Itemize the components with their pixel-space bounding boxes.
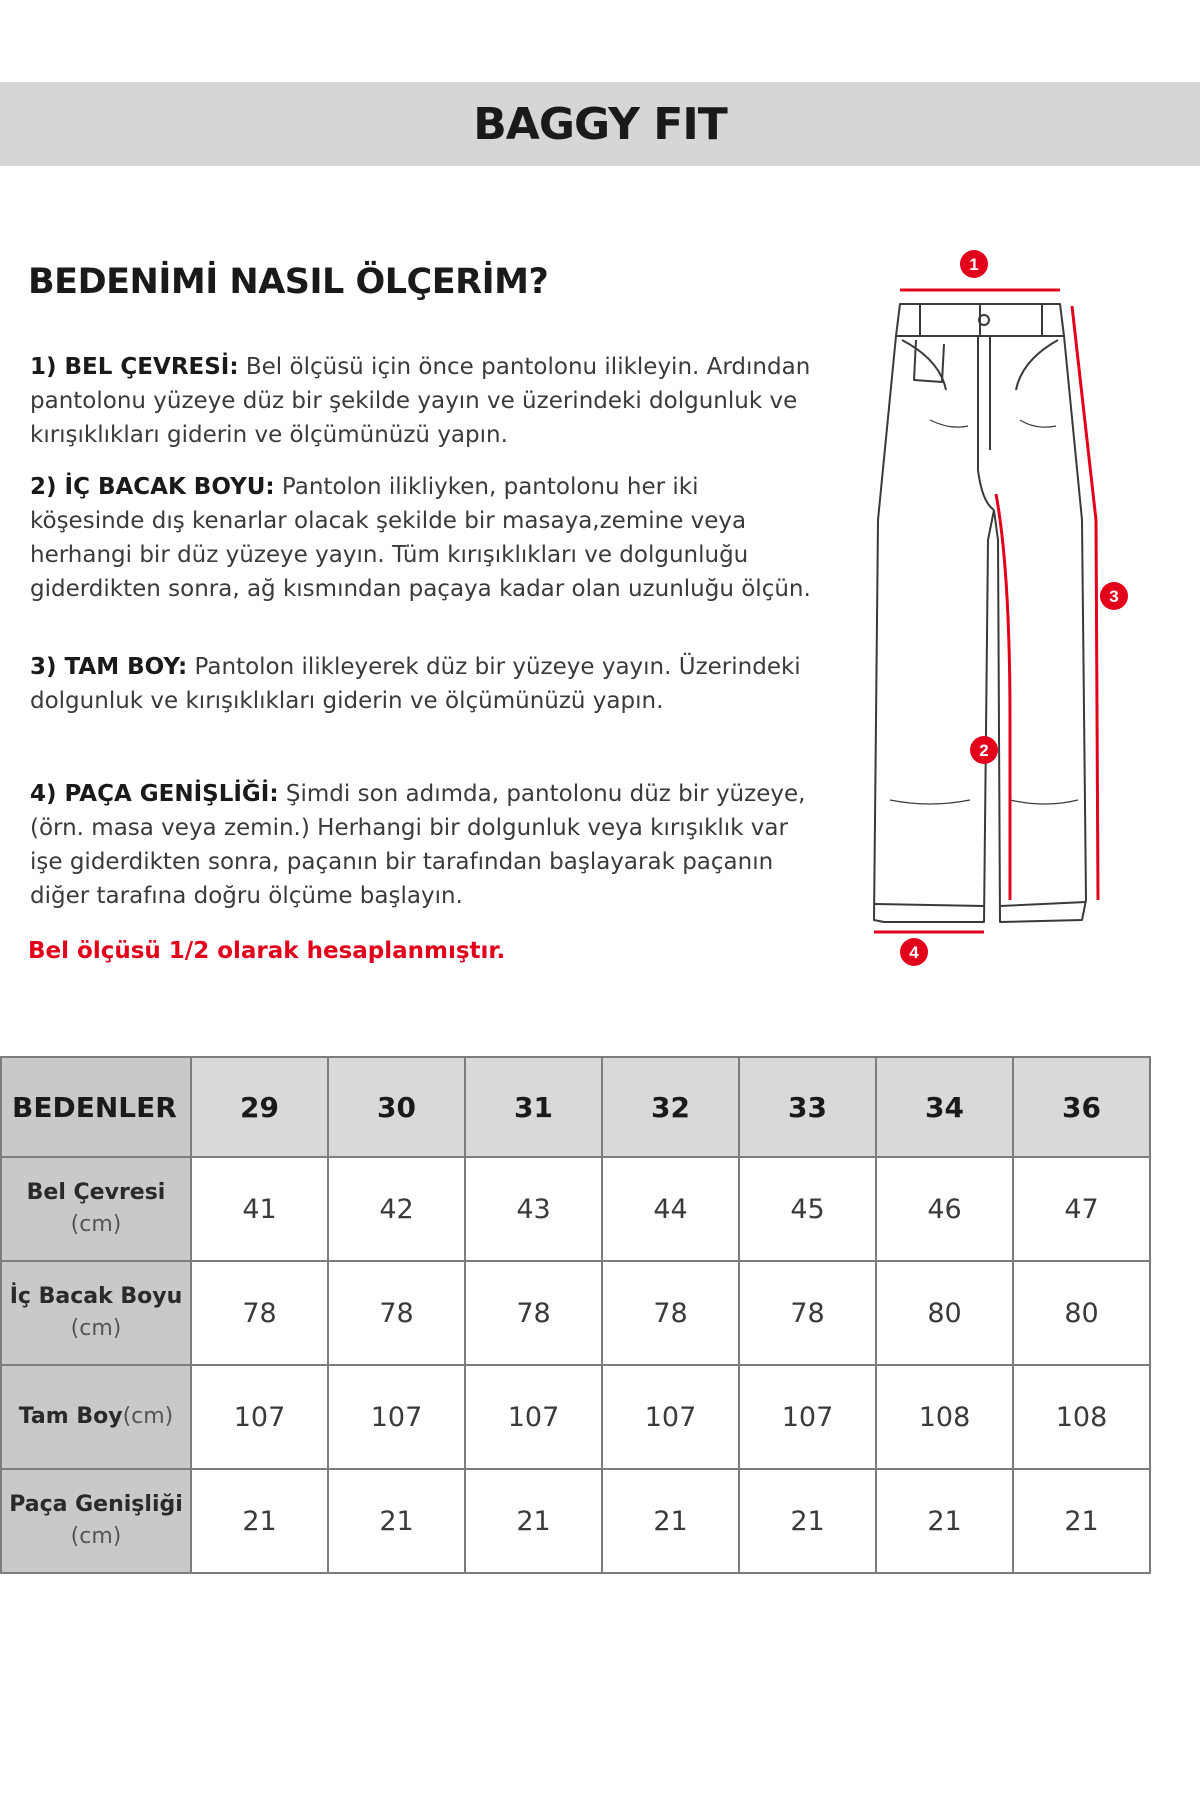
table-cell: 44 xyxy=(602,1157,739,1261)
step-total-length xyxy=(30,650,820,718)
size-header-row xyxy=(1,1057,1150,1157)
table-cell: 108 xyxy=(1013,1365,1150,1469)
pants-outline-icon xyxy=(874,304,1086,922)
marker-3-icon xyxy=(1100,582,1128,610)
page-title: BAGGY FIT xyxy=(473,98,727,150)
step-waist xyxy=(30,350,820,452)
table-cell: 80 xyxy=(1013,1261,1150,1365)
header-banner xyxy=(0,82,1200,166)
marker-label: 4 xyxy=(909,943,919,962)
table-cell: 21 xyxy=(1013,1469,1150,1573)
table-cell: 47 xyxy=(1013,1157,1150,1261)
marker-2-icon xyxy=(970,736,998,764)
row-unit: (cm) xyxy=(70,1316,122,1341)
row-label xyxy=(1,1365,191,1469)
table-cell: 21 xyxy=(876,1469,1013,1573)
marker-label: 1 xyxy=(969,255,979,274)
size-36: 36 xyxy=(1013,1057,1150,1157)
size-header-label: BEDENLER xyxy=(1,1057,191,1157)
row-unit: (cm) xyxy=(122,1404,174,1429)
size-34: 34 xyxy=(876,1057,1013,1157)
table-cell: 107 xyxy=(602,1365,739,1469)
row-label xyxy=(1,1261,191,1365)
table-cell: 21 xyxy=(191,1469,328,1573)
size-29: 29 xyxy=(191,1057,328,1157)
table-cell: 78 xyxy=(191,1261,328,1365)
row-label-text: Paça Genişliği xyxy=(9,1492,183,1517)
size-table xyxy=(0,1056,1151,1574)
marker-label: 3 xyxy=(1109,587,1119,606)
step-text: Şimdi son adımda, pantolonu düz bir yüzeye, (örn. masa veya zemin.) Herhangi bir dolgunluk veya kırışıklık var işe giderdikten sonra, paçanın bir tarafından başlayarak paçanın diğer tarafına doğru ölçüme başlayın. xyxy=(30,781,806,909)
size-33: 33 xyxy=(739,1057,876,1157)
table-cell: 21 xyxy=(465,1469,602,1573)
step-text: Bel ölçüsü için önce pantolonu ilikleyin. Ardından pantolonu yüzeye düz bir şekilde yayın ve üzerindeki dolgunluk ve kırışıklıkları giderin ve ölçümünüzü yapın. xyxy=(30,354,811,448)
step-inseam xyxy=(30,470,820,606)
table-cell: 21 xyxy=(739,1469,876,1573)
step-heading: 1) BEL ÇEVRESİ: xyxy=(30,354,239,380)
row-label-text: Tam Boy xyxy=(18,1404,123,1429)
pants-measurement-diagram-icon xyxy=(860,240,1140,980)
row-label-text: Bel Çevresi xyxy=(26,1180,166,1205)
marker-1-icon xyxy=(960,250,988,278)
table-row-waist xyxy=(1,1157,1150,1261)
step-heading: 3) TAM BOY: xyxy=(30,654,188,680)
row-label xyxy=(1,1469,191,1573)
table-row-total-length xyxy=(1,1365,1150,1469)
table-cell: 107 xyxy=(328,1365,465,1469)
table-cell: 107 xyxy=(739,1365,876,1469)
marker-4-icon xyxy=(900,938,928,966)
table-cell: 107 xyxy=(191,1365,328,1469)
size-30: 30 xyxy=(328,1057,465,1157)
table-cell: 46 xyxy=(876,1157,1013,1261)
row-unit: (cm) xyxy=(70,1212,122,1237)
step-heading: 2) İÇ BACAK BOYU: xyxy=(30,474,275,500)
step-heading: 4) PAÇA GENİŞLİĞİ: xyxy=(30,781,279,807)
step-hem-width xyxy=(30,777,820,913)
table-cell: 43 xyxy=(465,1157,602,1261)
table-cell: 42 xyxy=(328,1157,465,1261)
row-unit: (cm) xyxy=(70,1524,122,1549)
table-cell: 80 xyxy=(876,1261,1013,1365)
table-row-hem-width xyxy=(1,1469,1150,1573)
size-32: 32 xyxy=(602,1057,739,1157)
table-cell: 78 xyxy=(465,1261,602,1365)
table-cell: 78 xyxy=(602,1261,739,1365)
table-cell: 108 xyxy=(876,1365,1013,1469)
table-cell: 78 xyxy=(739,1261,876,1365)
row-label-text: İç Bacak Boyu xyxy=(9,1284,183,1309)
step-text: Pantolon ilikliyken, pantolonu her iki köşesinde dış kenarlar olacak şekilde bir masaya,zemine veya herhangi bir düz yüzeye yayın. Tüm kırışıklıkları ve dolgunluğu giderdikten sonra, ağ kısmından paçaya kadar olan uzunluğu ölçün. xyxy=(30,474,811,602)
measure-guide-title: BEDENİMİ NASIL ÖLÇERİM? xyxy=(28,262,549,302)
step-text: Pantolon ilikleyerek düz bir yüzeye yayın. Üzerindeki dolgunluk ve kırışıklıkları giderin ve ölçümünüzü yapın. xyxy=(30,654,801,714)
size-31: 31 xyxy=(465,1057,602,1157)
measurement-lines xyxy=(874,290,1098,932)
table-cell: 41 xyxy=(191,1157,328,1261)
table-cell: 21 xyxy=(328,1469,465,1573)
waist-note: Bel ölçüsü 1/2 olarak hesaplanmıştır. xyxy=(28,938,506,964)
row-label xyxy=(1,1157,191,1261)
table-row-inseam xyxy=(1,1261,1150,1365)
marker-label: 2 xyxy=(979,741,989,760)
table-cell: 78 xyxy=(328,1261,465,1365)
table-cell: 21 xyxy=(602,1469,739,1573)
table-cell: 107 xyxy=(465,1365,602,1469)
table-cell: 45 xyxy=(739,1157,876,1261)
